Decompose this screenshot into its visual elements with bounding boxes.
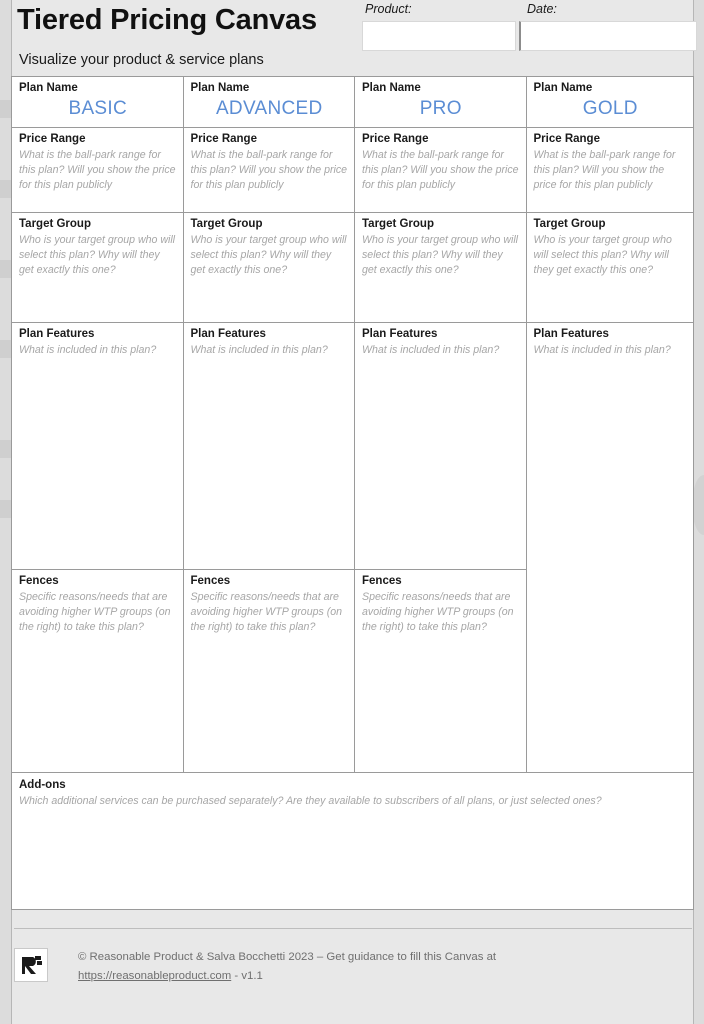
target-group-label: Target Group bbox=[19, 218, 91, 230]
target-group-cell[interactable] bbox=[12, 213, 183, 323]
addons-cell[interactable] bbox=[12, 772, 693, 909]
price-range-label: Price Range bbox=[362, 133, 429, 145]
plan-features-hint: What is included in this plan? bbox=[19, 344, 157, 356]
fences-hint: Specific reasons/needs that are avoiding higher WTP groups (on the right) to take this plan? bbox=[19, 591, 171, 633]
fences-label: Fences bbox=[19, 575, 59, 587]
fences-hint: Specific reasons/needs that are avoiding higher WTP groups (on the right) to take this plan? bbox=[190, 591, 343, 633]
fences-hint: Specific reasons/needs that are avoiding higher WTP groups (on the right) to take this plan? bbox=[362, 591, 514, 633]
canvas-meta-fields bbox=[355, 2, 694, 50]
plan-name-cell[interactable] bbox=[12, 77, 183, 128]
fences-label: Fences bbox=[362, 575, 402, 587]
plan-column-advanced bbox=[184, 77, 356, 772]
target-group-hint: Who is your target group who will select this plan? Why will they get exactly this one? bbox=[190, 234, 347, 276]
target-group-hint: Who is your target group who will select this plan? Why will they get exactly this one? bbox=[533, 234, 672, 276]
price-range-cell[interactable] bbox=[355, 128, 526, 213]
plan-name-label: Plan Name bbox=[362, 82, 421, 94]
target-group-cell[interactable] bbox=[184, 213, 355, 323]
plan-name-label: Plan Name bbox=[19, 82, 78, 94]
footer bbox=[14, 940, 692, 1010]
plan-features-cell[interactable] bbox=[355, 323, 526, 570]
plan-features-cell[interactable] bbox=[12, 323, 183, 570]
addons-label: Add-ons bbox=[19, 779, 66, 791]
fences-label: Fences bbox=[190, 575, 231, 587]
page-edge-tick bbox=[0, 440, 11, 458]
date-input[interactable] bbox=[519, 21, 697, 51]
price-range-cell[interactable] bbox=[527, 128, 694, 213]
fences-cell[interactable] bbox=[355, 570, 526, 772]
price-range-hint: What is the ball-park range for this plan? Will you show the price for this plan publicly bbox=[19, 149, 176, 191]
plan-name-value: BASIC bbox=[68, 98, 128, 119]
price-range-label: Price Range bbox=[190, 133, 257, 145]
price-range-cell[interactable] bbox=[184, 128, 355, 213]
target-group-label: Target Group bbox=[533, 218, 606, 230]
price-range-label: Price Range bbox=[19, 133, 86, 145]
target-group-label: Target Group bbox=[362, 218, 434, 230]
plan-name-cell[interactable] bbox=[527, 77, 694, 128]
page-edge-tick bbox=[0, 340, 11, 358]
target-group-cell[interactable] bbox=[527, 213, 694, 323]
target-group-hint: Who is your target group who will select this plan? Why will they get exactly this one? bbox=[362, 234, 519, 276]
plan-name-value: PRO bbox=[419, 98, 462, 119]
page-title: Tiered Pricing Canvas bbox=[17, 4, 317, 36]
plan-features-cell[interactable] bbox=[527, 323, 694, 772]
target-group-hint: Who is your target group who will select this plan? Why will they get exactly this one? bbox=[19, 234, 176, 276]
plan-features-hint: What is included in this plan? bbox=[362, 344, 500, 356]
plan-features-label: Plan Features bbox=[19, 328, 95, 340]
plan-features-cell[interactable] bbox=[184, 323, 355, 570]
plan-name-cell[interactable] bbox=[355, 77, 526, 128]
reasonableproduct-link[interactable]: https://reasonableproduct.com bbox=[78, 970, 232, 982]
price-range-hint: What is the ball-park range for this plan? Will you show the price for this plan publicly bbox=[190, 149, 348, 191]
plan-name-value: GOLD bbox=[582, 98, 638, 119]
plan-features-label: Plan Features bbox=[190, 328, 266, 340]
fences-cell[interactable] bbox=[184, 570, 355, 772]
target-group-label: Target Group bbox=[190, 218, 263, 230]
plan-features-hint: What is included in this plan? bbox=[533, 344, 671, 356]
target-group-cell[interactable] bbox=[355, 213, 526, 323]
price-range-hint: What is the ball-park range for this plan? Will you show the price for this plan publicly bbox=[533, 149, 676, 191]
fences-cell[interactable] bbox=[12, 570, 183, 772]
footer-copyright: © Reasonable Product & Salva Bocchetti 2023 – Get guidance to fill this Canvas at bbox=[78, 951, 497, 963]
plan-name-label: Plan Name bbox=[533, 82, 593, 94]
reasonable-product-logo-icon bbox=[14, 948, 48, 982]
page-edge-tick bbox=[0, 100, 11, 118]
footer-text bbox=[78, 948, 678, 986]
price-range-label: Price Range bbox=[533, 133, 600, 145]
plan-column-basic bbox=[12, 77, 184, 772]
plan-features-label: Plan Features bbox=[362, 328, 438, 340]
plan-column-pro bbox=[355, 77, 527, 772]
plan-column-gold bbox=[527, 77, 694, 772]
plan-features-hint: What is included in this plan? bbox=[190, 344, 328, 356]
date-label: Date: bbox=[527, 2, 557, 16]
footer-version: - v1.1 bbox=[231, 970, 263, 982]
product-label: Product: bbox=[365, 2, 412, 16]
plan-features-label: Plan Features bbox=[533, 328, 609, 340]
price-range-cell[interactable] bbox=[12, 128, 183, 213]
footer-divider bbox=[14, 928, 692, 929]
price-range-hint: What is the ball-park range for this plan? Will you show the price for this plan publicly bbox=[362, 149, 519, 191]
plan-columns bbox=[12, 77, 693, 772]
plan-name-value: ADVANCED bbox=[215, 98, 323, 119]
plan-name-label: Plan Name bbox=[190, 82, 250, 94]
product-input[interactable] bbox=[362, 21, 516, 51]
addons-hint: Which additional services can be purchased separately? Are they available to subscribers of all plans, or just selected ones? bbox=[19, 795, 602, 807]
page-edge-tick bbox=[0, 260, 11, 278]
pricing-canvas bbox=[11, 76, 694, 910]
page-scrollbar[interactable] bbox=[693, 0, 704, 1024]
plan-name-cell[interactable] bbox=[184, 77, 355, 128]
canvas-header bbox=[11, 0, 694, 75]
page-edge-tick bbox=[0, 500, 11, 518]
page-edge-tick bbox=[0, 180, 11, 198]
page-subtitle: Visualize your product & service plans bbox=[19, 52, 264, 68]
